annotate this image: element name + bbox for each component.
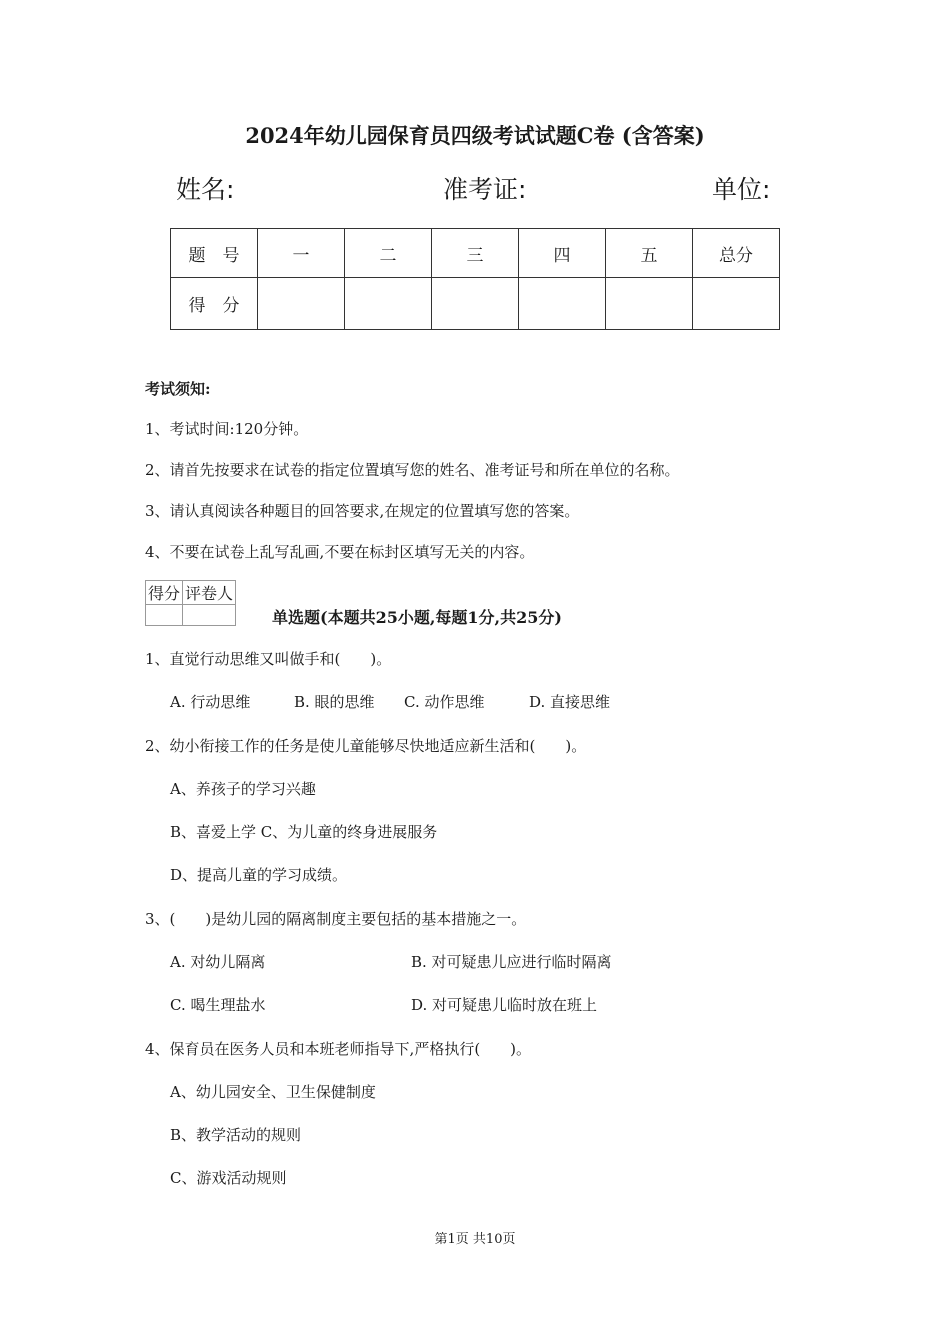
question-stem: 3、( )是幼儿园的隔离制度主要包括的基本措施之一。 bbox=[145, 910, 527, 928]
question-stem: 4、保育员在医务人员和本班老师指导下,严格执行( )。 bbox=[145, 1040, 532, 1058]
question-stem: 1、直觉行动思维又叫做手和( )。 bbox=[145, 650, 392, 668]
grader-box bbox=[145, 580, 236, 626]
exam-id-field-label: 准考证: bbox=[443, 175, 527, 204]
score-table-header-row bbox=[171, 229, 780, 278]
score-table-score-row bbox=[171, 278, 780, 330]
question-option: A、幼儿园安全、卫生保健制度 bbox=[170, 1083, 376, 1101]
notice-title: 考试须知: bbox=[145, 380, 211, 398]
score-table bbox=[170, 228, 780, 330]
page-footer: 第1页 共10页 bbox=[434, 1232, 516, 1247]
score-input-cell[interactable] bbox=[606, 278, 693, 330]
score-input-cell[interactable] bbox=[432, 278, 519, 330]
grader-score-cell[interactable] bbox=[146, 605, 183, 626]
score-table-header-cell: 总分 bbox=[693, 229, 780, 278]
grader-score-label: 得分 bbox=[146, 581, 183, 605]
question-option: B. 对可疑患儿应进行临时隔离 bbox=[411, 953, 612, 971]
score-input-cell[interactable] bbox=[258, 278, 345, 330]
notice-item: 1、考试时间:120分钟。 bbox=[145, 420, 309, 438]
notice-item: 4、不要在试卷上乱写乱画,不要在标封区填写无关的内容。 bbox=[145, 543, 535, 561]
question-option: A、养孩子的学习兴趣 bbox=[170, 780, 316, 798]
question-option: C. 动作思维 bbox=[404, 693, 485, 711]
grader-name-label: 评卷人 bbox=[183, 581, 236, 605]
score-table-header-cell: 题 号 bbox=[171, 229, 258, 278]
notice-item: 3、请认真阅读各种题目的回答要求,在规定的位置填写您的答案。 bbox=[145, 502, 580, 520]
question-option: B. 眼的思维 bbox=[294, 693, 375, 711]
document-title: 2024年幼儿园保育员四级考试试题C卷 (含答案) bbox=[245, 123, 705, 148]
grader-name-cell[interactable] bbox=[183, 605, 236, 626]
score-input-cell[interactable] bbox=[693, 278, 780, 330]
name-field-label: 姓名: bbox=[176, 175, 235, 204]
score-table-header-cell: 一 bbox=[258, 229, 345, 278]
score-table-header-cell: 三 bbox=[432, 229, 519, 278]
unit-field-label: 单位: bbox=[712, 175, 771, 204]
question-option: C. 喝生理盐水 bbox=[170, 996, 266, 1014]
score-table-header-cell: 四 bbox=[519, 229, 606, 278]
section-title: 单选题(本题共25小题,每题1分,共25分) bbox=[272, 608, 562, 627]
question-option: D、提高儿童的学习成绩。 bbox=[170, 866, 348, 884]
notice-item: 2、请首先按要求在试卷的指定位置填写您的姓名、准考证号和所在单位的名称。 bbox=[145, 461, 680, 479]
score-input-cell[interactable] bbox=[519, 278, 606, 330]
question-option: B、教学活动的规则 bbox=[170, 1126, 302, 1144]
question-option: C、游戏活动规则 bbox=[170, 1169, 287, 1187]
question-option: B、喜爱上学 C、为儿童的终身进展服务 bbox=[170, 823, 438, 841]
question-stem: 2、幼小衔接工作的任务是使儿童能够尽快地适应新生活和( )。 bbox=[145, 737, 587, 755]
question-option: D. 直接思维 bbox=[529, 693, 611, 711]
score-table-header-cell: 五 bbox=[606, 229, 693, 278]
question-option: D. 对可疑患儿临时放在班上 bbox=[411, 996, 598, 1014]
question-option: A. 对幼儿隔离 bbox=[170, 953, 266, 971]
score-table-header-cell: 二 bbox=[345, 229, 432, 278]
score-row-label: 得 分 bbox=[171, 278, 258, 330]
question-option: A. 行动思维 bbox=[170, 693, 251, 711]
score-input-cell[interactable] bbox=[345, 278, 432, 330]
